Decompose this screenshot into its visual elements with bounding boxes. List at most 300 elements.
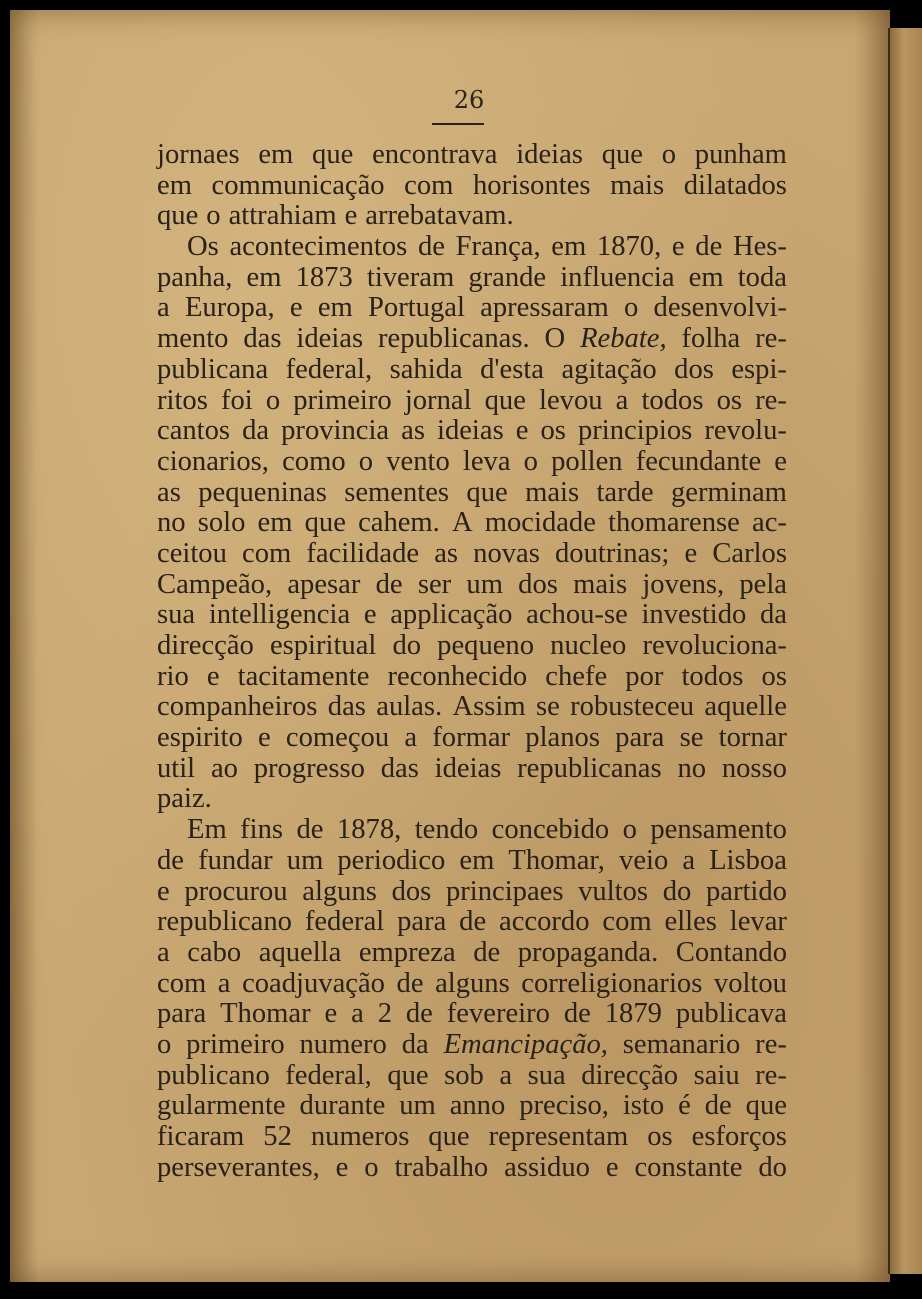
word: federal, bbox=[285, 1059, 372, 1091]
word: d'esta bbox=[480, 353, 544, 385]
word: em bbox=[257, 507, 293, 539]
page-number-rule bbox=[432, 123, 484, 125]
word: dos bbox=[674, 353, 714, 385]
word: em bbox=[459, 844, 495, 876]
word: a bbox=[404, 722, 418, 754]
word: toda bbox=[737, 261, 787, 293]
word: vultos bbox=[578, 875, 649, 907]
text-line bbox=[157, 232, 787, 263]
body-text bbox=[157, 140, 787, 1183]
word: 1873 bbox=[295, 261, 353, 293]
word: fevereiro bbox=[446, 998, 550, 1030]
word: 1870, bbox=[596, 231, 662, 263]
text-line bbox=[157, 846, 787, 877]
word: com bbox=[157, 967, 207, 999]
word: de bbox=[459, 906, 487, 938]
word: Os bbox=[187, 231, 219, 263]
word: preciso, bbox=[519, 1090, 609, 1122]
word: levou bbox=[539, 384, 603, 416]
word: a bbox=[157, 936, 170, 968]
word: apesar bbox=[287, 568, 361, 600]
word: as bbox=[434, 537, 459, 569]
word: de bbox=[157, 844, 184, 876]
word: o bbox=[358, 445, 374, 477]
text-line bbox=[157, 539, 787, 570]
word: dos bbox=[391, 875, 432, 907]
word: se bbox=[535, 691, 560, 723]
word: como bbox=[282, 445, 346, 477]
word: Portugal bbox=[368, 292, 465, 324]
word: mocidade bbox=[484, 507, 596, 539]
word: com bbox=[242, 537, 292, 569]
word: Europa, bbox=[184, 292, 275, 324]
word: influencia bbox=[560, 261, 675, 293]
word: de bbox=[417, 231, 445, 263]
word: grande bbox=[468, 261, 547, 293]
word: de bbox=[296, 814, 324, 846]
word: os bbox=[647, 1121, 673, 1152]
word: o bbox=[157, 1028, 172, 1060]
word: procurou bbox=[184, 875, 288, 907]
word: Lisboa bbox=[709, 844, 787, 876]
word: por bbox=[625, 660, 664, 692]
word: ideias bbox=[437, 415, 504, 447]
word: de bbox=[563, 998, 591, 1030]
word: pequeno bbox=[437, 630, 535, 661]
text-line bbox=[157, 723, 787, 754]
word: republicanas. bbox=[377, 323, 530, 355]
word: facilidade bbox=[306, 537, 420, 569]
word: de bbox=[396, 967, 424, 999]
word: e bbox=[684, 537, 698, 569]
word: Carlos bbox=[712, 537, 787, 569]
word: Contando bbox=[675, 936, 787, 968]
word: de bbox=[695, 231, 723, 263]
text-line bbox=[157, 600, 787, 631]
word: sua bbox=[157, 599, 196, 631]
word: alguns bbox=[435, 967, 510, 999]
word: re- bbox=[755, 1059, 787, 1091]
word: espi- bbox=[731, 353, 787, 385]
word: e bbox=[157, 875, 170, 907]
word: sob bbox=[444, 1059, 484, 1091]
word: ficaram bbox=[157, 1121, 245, 1152]
word: cabo bbox=[187, 936, 242, 968]
word: fins bbox=[240, 814, 284, 846]
word: e bbox=[671, 231, 685, 263]
word: que bbox=[387, 1059, 429, 1091]
word: acontecimentos bbox=[229, 231, 408, 263]
text-line bbox=[157, 999, 787, 1030]
text-line bbox=[157, 815, 787, 846]
word: apressaram bbox=[480, 292, 609, 324]
word: ao bbox=[210, 752, 238, 784]
text-line bbox=[157, 969, 787, 1000]
word: pela bbox=[739, 568, 787, 600]
word: Thomar bbox=[220, 998, 311, 1030]
word: representam bbox=[488, 1121, 629, 1152]
text-line bbox=[157, 938, 787, 969]
word: achou-se bbox=[526, 599, 628, 631]
word: espiritual bbox=[269, 630, 377, 661]
italic-title-word: Emancipação, bbox=[443, 1028, 608, 1060]
word: novas bbox=[473, 537, 540, 569]
word: sua bbox=[527, 1059, 566, 1091]
word: as bbox=[157, 476, 181, 508]
word: durante bbox=[299, 1090, 386, 1122]
word: levar bbox=[729, 906, 787, 938]
word: pequeninas bbox=[198, 476, 327, 508]
word: principaes bbox=[445, 875, 564, 907]
word: os bbox=[716, 384, 742, 416]
word: esforços bbox=[691, 1121, 787, 1152]
word: é bbox=[678, 1090, 691, 1122]
word: direcção bbox=[157, 630, 254, 661]
word: publicano bbox=[157, 1059, 270, 1091]
word: concebido bbox=[491, 814, 610, 846]
word: aulas. bbox=[376, 691, 443, 723]
word: que bbox=[745, 1090, 787, 1122]
word: ac- bbox=[752, 507, 787, 539]
word: que bbox=[484, 384, 526, 416]
text-line bbox=[157, 1153, 787, 1184]
word: agitação bbox=[561, 353, 657, 385]
word: das bbox=[380, 752, 419, 784]
text-line bbox=[157, 570, 787, 601]
word: panha, bbox=[157, 261, 233, 293]
word: de bbox=[375, 568, 403, 600]
text-line bbox=[157, 355, 787, 386]
word: horisontes bbox=[472, 169, 591, 201]
word: trabalho bbox=[394, 1151, 489, 1183]
word: coadjuvação bbox=[242, 967, 385, 999]
word: formar bbox=[432, 722, 511, 754]
word: o bbox=[623, 292, 639, 324]
word: de bbox=[473, 936, 501, 968]
text-line bbox=[157, 754, 787, 785]
word: a bbox=[615, 384, 629, 416]
word: provincia bbox=[281, 415, 390, 447]
word: um bbox=[286, 844, 324, 876]
word: em bbox=[688, 261, 724, 293]
word: os bbox=[540, 415, 566, 447]
word: e bbox=[605, 1151, 619, 1183]
word: dos bbox=[518, 568, 558, 600]
text-line bbox=[157, 447, 787, 478]
word: o bbox=[661, 139, 677, 170]
word: Campeão, bbox=[157, 568, 273, 600]
word: mais bbox=[525, 476, 580, 508]
word: que bbox=[601, 139, 643, 170]
italic-title-word: Rebate, bbox=[580, 323, 667, 355]
word: principios bbox=[577, 415, 693, 447]
word: numero bbox=[299, 1028, 387, 1060]
word: O bbox=[544, 323, 566, 355]
word: tornar bbox=[718, 722, 787, 754]
word: cionarios, bbox=[157, 445, 269, 477]
word: revoluciona- bbox=[642, 630, 787, 661]
word: germinam bbox=[671, 476, 787, 508]
text-line bbox=[157, 140, 787, 171]
text-line bbox=[157, 293, 787, 324]
word: para bbox=[397, 906, 447, 938]
word: foi bbox=[220, 384, 253, 416]
word: nosso bbox=[721, 752, 787, 784]
word: alguns bbox=[302, 875, 377, 907]
word: publicana bbox=[157, 353, 269, 385]
word: começou bbox=[285, 722, 390, 754]
word: dilatados bbox=[683, 169, 787, 201]
word: do bbox=[392, 630, 422, 661]
word: solo bbox=[197, 507, 246, 539]
word: do bbox=[758, 1151, 787, 1183]
word: sementes bbox=[344, 476, 450, 508]
word: publicava bbox=[675, 998, 787, 1030]
word: primeiro bbox=[293, 384, 392, 416]
word: gularmente bbox=[157, 1090, 286, 1122]
word: no bbox=[677, 752, 707, 784]
word: para bbox=[157, 998, 207, 1030]
word: primeiro bbox=[186, 1028, 285, 1060]
word: da bbox=[242, 415, 270, 447]
word: das bbox=[327, 691, 366, 723]
word: e bbox=[774, 445, 787, 477]
text-line bbox=[157, 171, 787, 202]
word: em bbox=[551, 231, 587, 263]
word: constante bbox=[634, 1151, 743, 1183]
word: Assim bbox=[452, 691, 526, 723]
word: França, bbox=[455, 231, 541, 263]
text-line bbox=[157, 1091, 787, 1122]
word: todos bbox=[681, 660, 744, 692]
word: communicação bbox=[211, 169, 385, 201]
word: espirito bbox=[157, 722, 243, 754]
word: folha bbox=[681, 323, 741, 355]
word: paiz. bbox=[157, 783, 212, 815]
word: e bbox=[344, 200, 358, 232]
word: encontrava bbox=[372, 139, 498, 170]
text-line bbox=[157, 508, 787, 539]
word: em bbox=[317, 292, 353, 324]
text-line bbox=[157, 1122, 787, 1153]
word: jornaes bbox=[157, 139, 240, 170]
word: revolu- bbox=[704, 415, 787, 447]
word: reconhecido bbox=[387, 660, 528, 692]
text-line bbox=[157, 692, 787, 723]
word: anno bbox=[449, 1090, 506, 1122]
word: A bbox=[451, 507, 473, 539]
word: companheiros bbox=[157, 691, 318, 723]
word: progresso bbox=[253, 752, 365, 784]
word: republicanas bbox=[517, 752, 662, 784]
word: e bbox=[258, 722, 271, 754]
word: saiu bbox=[693, 1059, 740, 1091]
text-line bbox=[157, 1030, 787, 1061]
word: attrahiam bbox=[228, 200, 337, 232]
word: perseverantes, bbox=[157, 1151, 320, 1183]
word: aquelle bbox=[704, 691, 787, 723]
word: Hes- bbox=[732, 231, 787, 263]
text-line bbox=[157, 478, 787, 509]
word: que bbox=[157, 200, 199, 232]
word: ideias bbox=[516, 139, 583, 170]
word: planos bbox=[525, 722, 600, 754]
word: aquella bbox=[258, 936, 342, 968]
word: as bbox=[401, 415, 425, 447]
word: e bbox=[515, 415, 529, 447]
text-line bbox=[157, 416, 787, 447]
word: assiduo bbox=[504, 1151, 590, 1183]
word: voltou bbox=[713, 967, 787, 999]
word: partido bbox=[705, 875, 787, 907]
word: e bbox=[335, 1151, 349, 1183]
word: o bbox=[265, 384, 281, 416]
word: empreza bbox=[358, 936, 456, 968]
word: a bbox=[217, 967, 231, 999]
word: isto bbox=[622, 1090, 665, 1122]
word: o bbox=[364, 1151, 379, 1183]
word: correligionarios bbox=[521, 967, 703, 999]
word: que bbox=[304, 507, 346, 539]
word: do bbox=[662, 875, 692, 907]
word: 1879 bbox=[604, 998, 662, 1030]
word: pensamento bbox=[650, 814, 787, 846]
word: tendo bbox=[414, 814, 479, 846]
word: desenvolvi- bbox=[653, 292, 787, 324]
word: util bbox=[157, 752, 196, 784]
word: chefe bbox=[545, 660, 608, 692]
word: vento bbox=[386, 445, 450, 477]
word: ceitou bbox=[157, 537, 227, 569]
word: a bbox=[157, 292, 170, 324]
word: veio bbox=[619, 844, 669, 876]
text-line bbox=[157, 877, 787, 908]
word: da bbox=[760, 599, 787, 631]
word: ritos bbox=[157, 384, 208, 416]
word: ideias bbox=[296, 323, 364, 355]
word: em bbox=[258, 139, 294, 170]
word: Thomar, bbox=[508, 844, 605, 876]
word: tacitamente bbox=[237, 660, 370, 692]
text-line bbox=[157, 784, 787, 815]
word: doutrinas; bbox=[555, 537, 670, 569]
text-line bbox=[157, 631, 787, 662]
adjacent-page-edge bbox=[888, 28, 922, 1274]
text-line bbox=[157, 263, 787, 294]
word: tiveram bbox=[366, 261, 455, 293]
word: o bbox=[206, 200, 221, 232]
text-line bbox=[157, 386, 787, 417]
word: fundar bbox=[198, 844, 273, 876]
word: para bbox=[615, 722, 665, 754]
word: da bbox=[401, 1028, 429, 1060]
word: thomarense bbox=[608, 507, 740, 539]
word: mais bbox=[610, 169, 665, 201]
word: leva bbox=[462, 445, 511, 477]
word: nucleo bbox=[550, 630, 627, 661]
word: e bbox=[289, 292, 303, 324]
word: ser bbox=[417, 568, 452, 600]
word: em bbox=[157, 169, 192, 201]
word: Em bbox=[187, 814, 227, 846]
word: accordo bbox=[499, 906, 590, 938]
word: federal, bbox=[285, 353, 373, 385]
text-line bbox=[157, 324, 787, 355]
word: das bbox=[243, 323, 282, 355]
word: pollen bbox=[551, 445, 623, 477]
word: 2 bbox=[377, 998, 392, 1030]
word: e bbox=[324, 998, 338, 1030]
word: e bbox=[206, 660, 220, 692]
text-line bbox=[157, 1061, 787, 1092]
word: fecundante bbox=[635, 445, 762, 477]
word: ideias bbox=[434, 752, 502, 784]
word: que bbox=[466, 476, 508, 508]
word: re- bbox=[755, 323, 787, 355]
word: re- bbox=[755, 1028, 787, 1060]
word: elles bbox=[664, 906, 717, 938]
word: mento bbox=[157, 323, 229, 355]
word: investido bbox=[641, 599, 747, 631]
word: jovens, bbox=[642, 568, 725, 600]
word: robusteceu bbox=[570, 691, 695, 723]
word: 1878, bbox=[336, 814, 402, 846]
word: sahida bbox=[389, 353, 463, 385]
word: de bbox=[704, 1090, 732, 1122]
word: a bbox=[499, 1059, 513, 1091]
word: arrebatavam. bbox=[365, 200, 514, 232]
word: um bbox=[399, 1090, 436, 1122]
word: todos bbox=[641, 384, 704, 416]
page-number: 26 bbox=[453, 86, 485, 114]
word: re- bbox=[755, 384, 787, 416]
word: o bbox=[622, 814, 637, 846]
word: que bbox=[428, 1121, 470, 1152]
word: semanario bbox=[622, 1028, 741, 1060]
word: federal bbox=[304, 906, 385, 938]
word: e bbox=[363, 599, 377, 631]
word: com bbox=[404, 169, 454, 201]
word: punham bbox=[694, 139, 787, 170]
word: applicação bbox=[390, 599, 513, 631]
word: um bbox=[466, 568, 503, 600]
word: a bbox=[682, 844, 696, 876]
word: se bbox=[679, 722, 704, 754]
word: numeros bbox=[310, 1121, 410, 1152]
text-line bbox=[157, 907, 787, 938]
word: o bbox=[523, 445, 538, 477]
text-line bbox=[157, 662, 787, 693]
word: os bbox=[761, 660, 787, 692]
word: com bbox=[602, 906, 652, 938]
word: 52 bbox=[263, 1121, 292, 1152]
word: que bbox=[312, 139, 354, 170]
word: a bbox=[351, 998, 364, 1030]
text-line bbox=[157, 201, 787, 232]
word: jornal bbox=[404, 384, 472, 416]
word: cantos bbox=[157, 415, 231, 447]
word: periodico bbox=[337, 844, 446, 876]
word: republicano bbox=[157, 906, 292, 938]
word: no bbox=[157, 507, 186, 539]
word: rio bbox=[157, 660, 189, 692]
word: mais bbox=[573, 568, 628, 600]
word: de bbox=[405, 998, 433, 1030]
word: propaganda. bbox=[517, 936, 659, 968]
word: em bbox=[246, 261, 282, 293]
word: tarde bbox=[596, 476, 654, 508]
word: direcção bbox=[581, 1059, 679, 1091]
